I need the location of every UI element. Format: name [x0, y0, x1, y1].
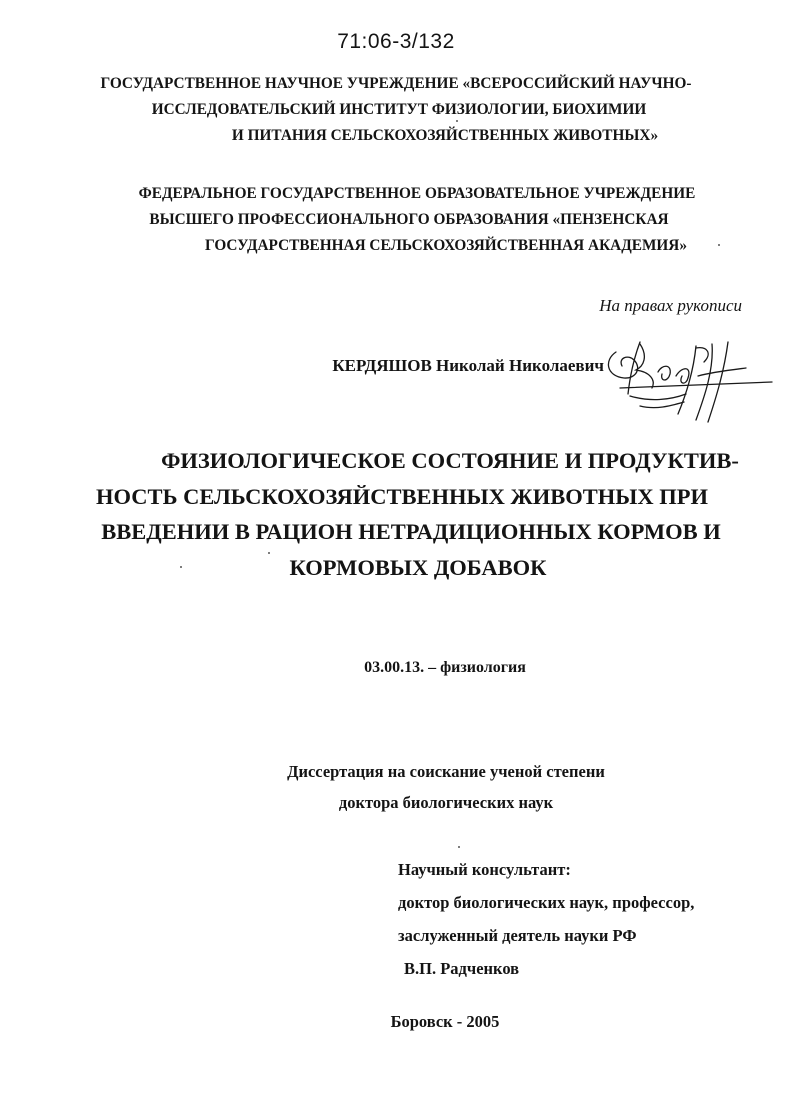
institution-academy-line-3: ГОСУДАРСТВЕННАЯ СЕЛЬСКОХОЗЯЙСТВЕННАЯ АКАДЕМИЯ» [205, 237, 687, 254]
institution-academy-line-2: ВЫСШЕГО ПРОФЕССИОНАЛЬНОГО ОБРАЗОВАНИЯ «ПЕНЗЕНСКАЯ [149, 211, 669, 228]
institution-academy-line-1: ФЕДЕРАЛЬНОЕ ГОСУДАРСТВЕННОЕ ОБРАЗОВАТЕЛЬНОЕ УЧРЕЖДЕНИЕ [138, 185, 696, 202]
author-name: КЕРДЯШОВ Николай Николаевич [332, 356, 604, 375]
institution-academy [0, 181, 792, 259]
specialty: 03.00.13. – физиология [364, 659, 526, 676]
institution-research-line-1: ГОСУДАРСТВЕННОЕ НАУЧНОЕ УЧРЕЖДЕНИЕ «ВСЕРОССИЙСКИЙ НАУЧНО- [100, 75, 692, 92]
consultant-honor: заслуженный деятель науки РФ [398, 926, 637, 945]
scientific-consultant [398, 853, 694, 985]
scan-speck [268, 552, 270, 554]
scan-speck [718, 244, 720, 246]
signature [600, 336, 776, 426]
scan-speck [456, 120, 458, 122]
consultant-degree: доктор биологических наук, профессор, [398, 893, 695, 912]
title-line-4: КОРМОВЫХ ДОБАВОК [289, 554, 547, 580]
degree-statement [0, 756, 792, 818]
document-code: 71:06-3/132 [337, 30, 455, 53]
institution-research-line-3: И ПИТАНИЯ СЕЛЬСКОХОЗЯЙСТВЕННЫХ ЖИВОТНЫХ» [231, 127, 659, 144]
place-and-year: Боровск - 2005 [390, 1012, 500, 1031]
consultant-heading: Научный консультант: [398, 860, 571, 879]
institution-research [0, 71, 792, 149]
consultant-name: В.П. Радченков [404, 959, 520, 978]
title-line-3: ВВЕДЕНИИ В РАЦИОН НЕТРАДИЦИОННЫХ КОРМОВ И [101, 519, 721, 544]
dissertation-title [0, 443, 792, 585]
manuscript-note: На правах рукописи [599, 296, 742, 315]
scan-speck [458, 846, 460, 848]
scan-speck [180, 566, 182, 568]
title-line-1: ФИЗИОЛОГИЧЕСКОЕ СОСТОЯНИЕ И ПРОДУКТИВ- [161, 448, 739, 473]
degree-line-1: Диссертация на соискание ученой степени [287, 762, 605, 781]
degree-line-2: доктора биологических наук [338, 793, 554, 812]
title-line-2: НОСТЬ СЕЛЬСКОХОЗЯЙСТВЕННЫХ ЖИВОТНЫХ ПРИ [96, 483, 708, 509]
institution-research-line-2: ИССЛЕДОВАТЕЛЬСКИЙ ИНСТИТУТ ФИЗИОЛОГИИ, БИОХИМИИ [151, 101, 647, 118]
